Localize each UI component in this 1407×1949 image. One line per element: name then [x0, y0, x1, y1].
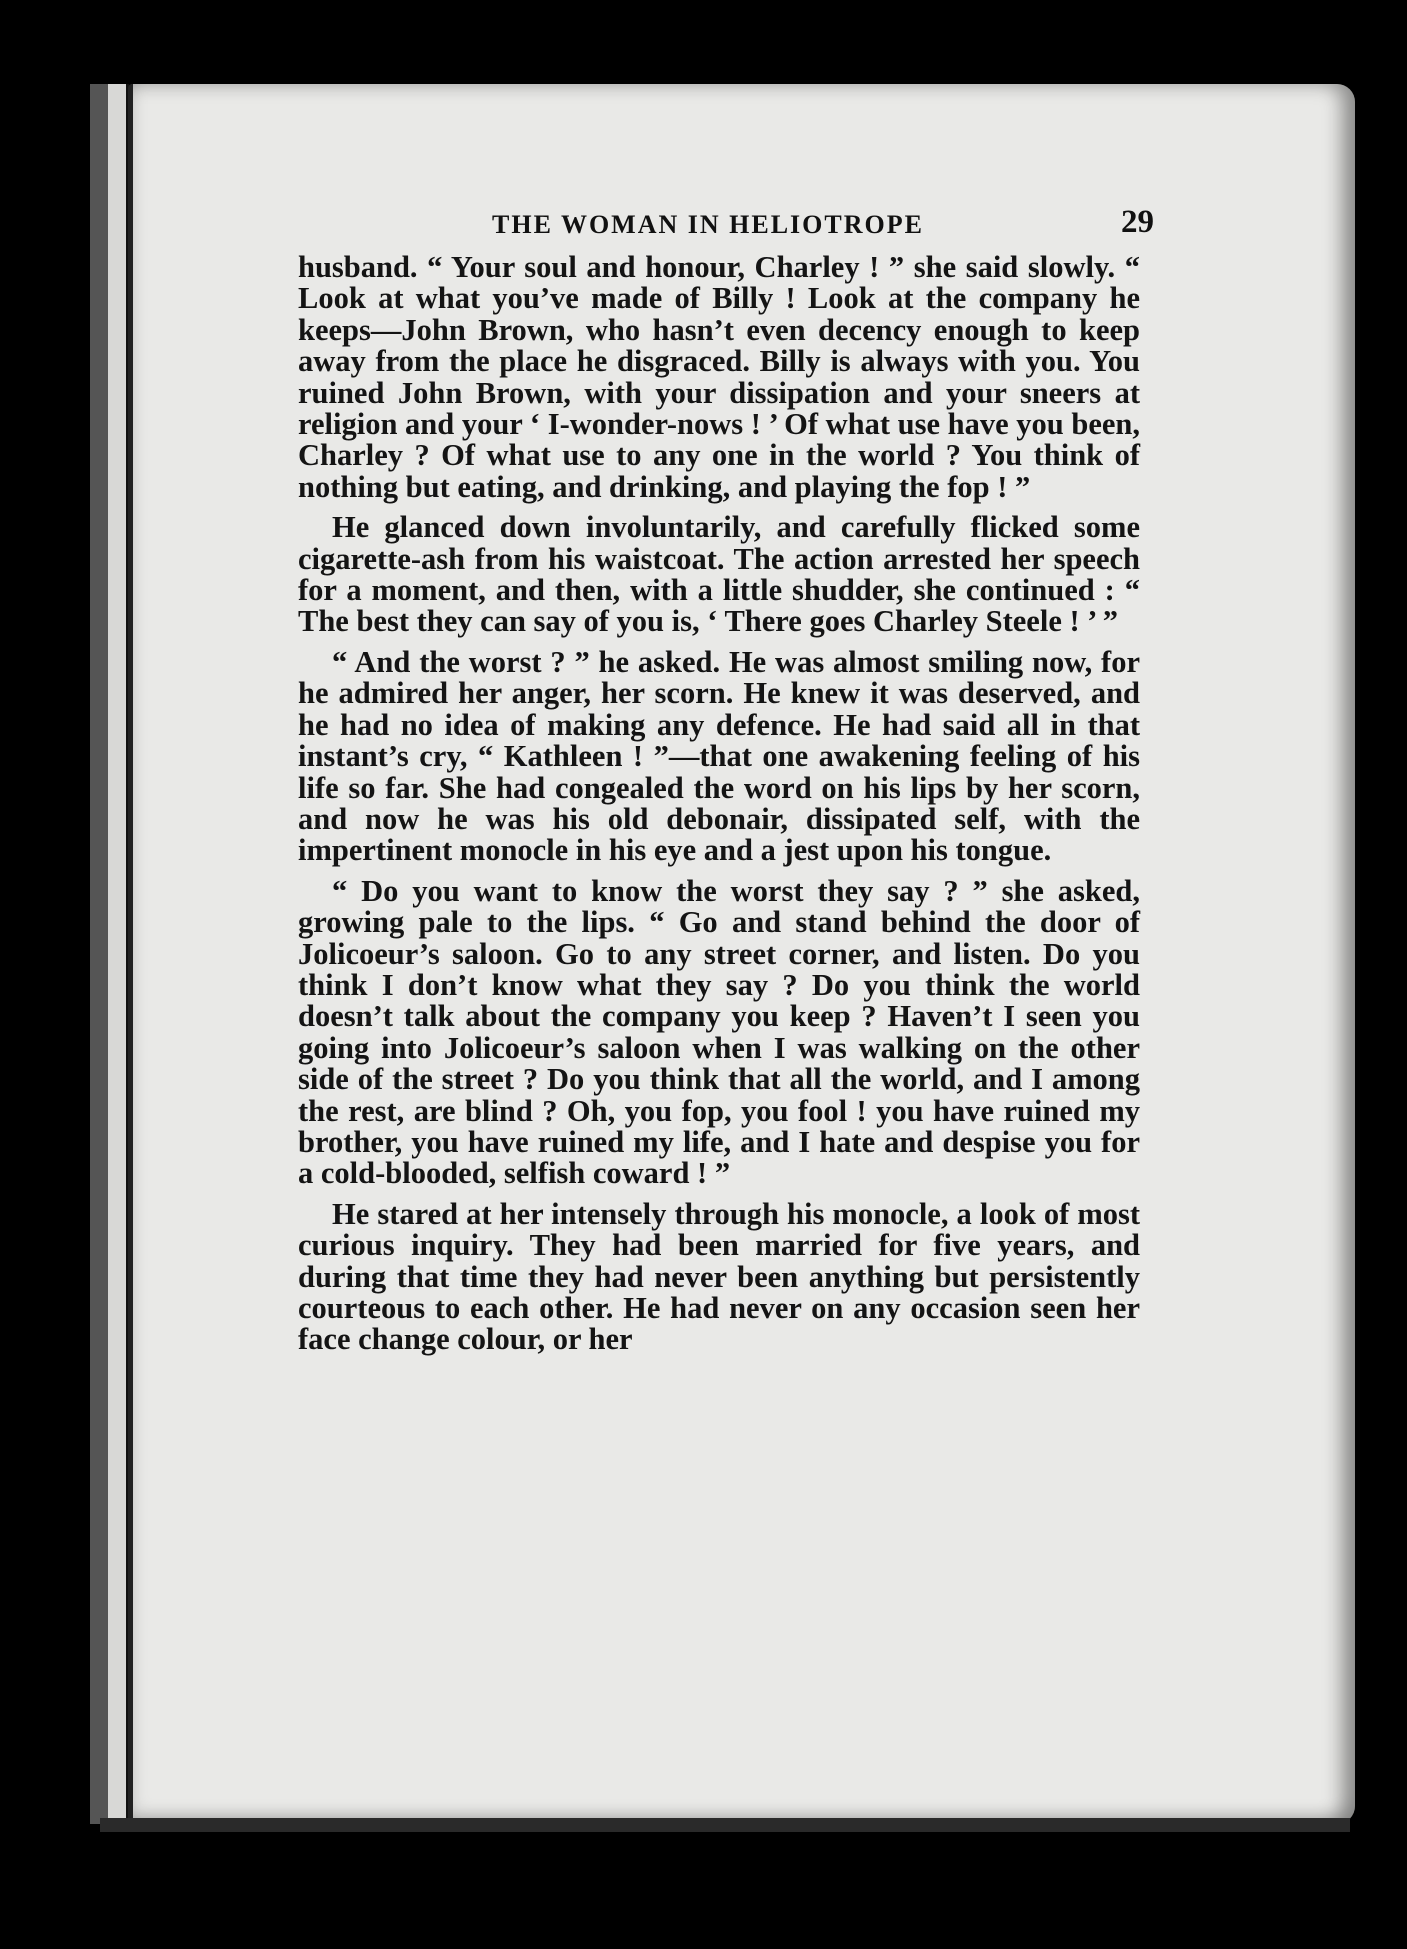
page-bottom-edge [100, 1818, 1350, 1832]
paragraph: “ And the worst ? ” he asked. He was almost smiling now, for he admired her anger, her scorn. He knew it was deserved, and he had no idea of making any defence. He had said all in that instant’s cry, “ Kathleen ! ”—that one awakening feeling of his life so far. She had congealed the word on his lips by her scorn, and now he was his old debonair, dissipated self, with the impertinent monocle in his eye and a jest upon his tongue. [298, 644, 1140, 868]
book-gutter-shadow [90, 84, 108, 1824]
running-title: THE WOMAN IN HELIOTROPE [492, 210, 924, 239]
paragraph: He stared at her intensely through his monocle, a look of most curious inquiry. They had been married for five years, and during that time they had never been anything but persistently courteous to each other. He had never on any occasion seen her face change colour, or her [298, 1196, 1140, 1357]
paragraph: He glanced down involuntarily, and carefully flicked some cigarette-ash from his waistcoat. The action arrested her speech for a moment, and then, with a little shudder, she continued : “ The best they can say of you is, ‘ There goes Charley Steele ! ’ ” [298, 510, 1140, 639]
body-text [298, 252, 1140, 1365]
paragraph: husband. “ Your soul and honour, Charley ! ” she said slowly. “ Look at what you’ve made of Billy ! Look at the company he keeps—John Brown, who hasn’t even decency enough to keep away from the place he disgraced. Billy is always with you. You ruined John Brown, with your dissipation and your sneers at religion and your ‘ I-wonder-nows ! ’ Of what use have you been, Charley ? Of what use to any one in the world ? You think of nothing but eating, and drinking, and playing the fop ! ” [298, 250, 1140, 504]
page-header [302, 204, 1154, 244]
page-number: 29 [1121, 204, 1154, 240]
book-spine [108, 84, 129, 1824]
paragraph: “ Do you want to know the worst they say ? ” she asked, growing pale to the lips. “ Go and stand behind the door of Jolicoeur’s saloon. Go to any street corner, and listen. Do you think I don’t know what they say ? Do you think the world doesn’t talk about the company you keep ? Haven’t I seen you going into Jolicoeur’s saloon when I was walking on the other side of the street ? Do you think that all the world, and I among the rest, are blind ? Oh, you fop, you fool ! you have ruined my brother, you have ruined my life, and I hate and despise you for a cold-blooded, selfish coward ! ” [298, 873, 1140, 1191]
